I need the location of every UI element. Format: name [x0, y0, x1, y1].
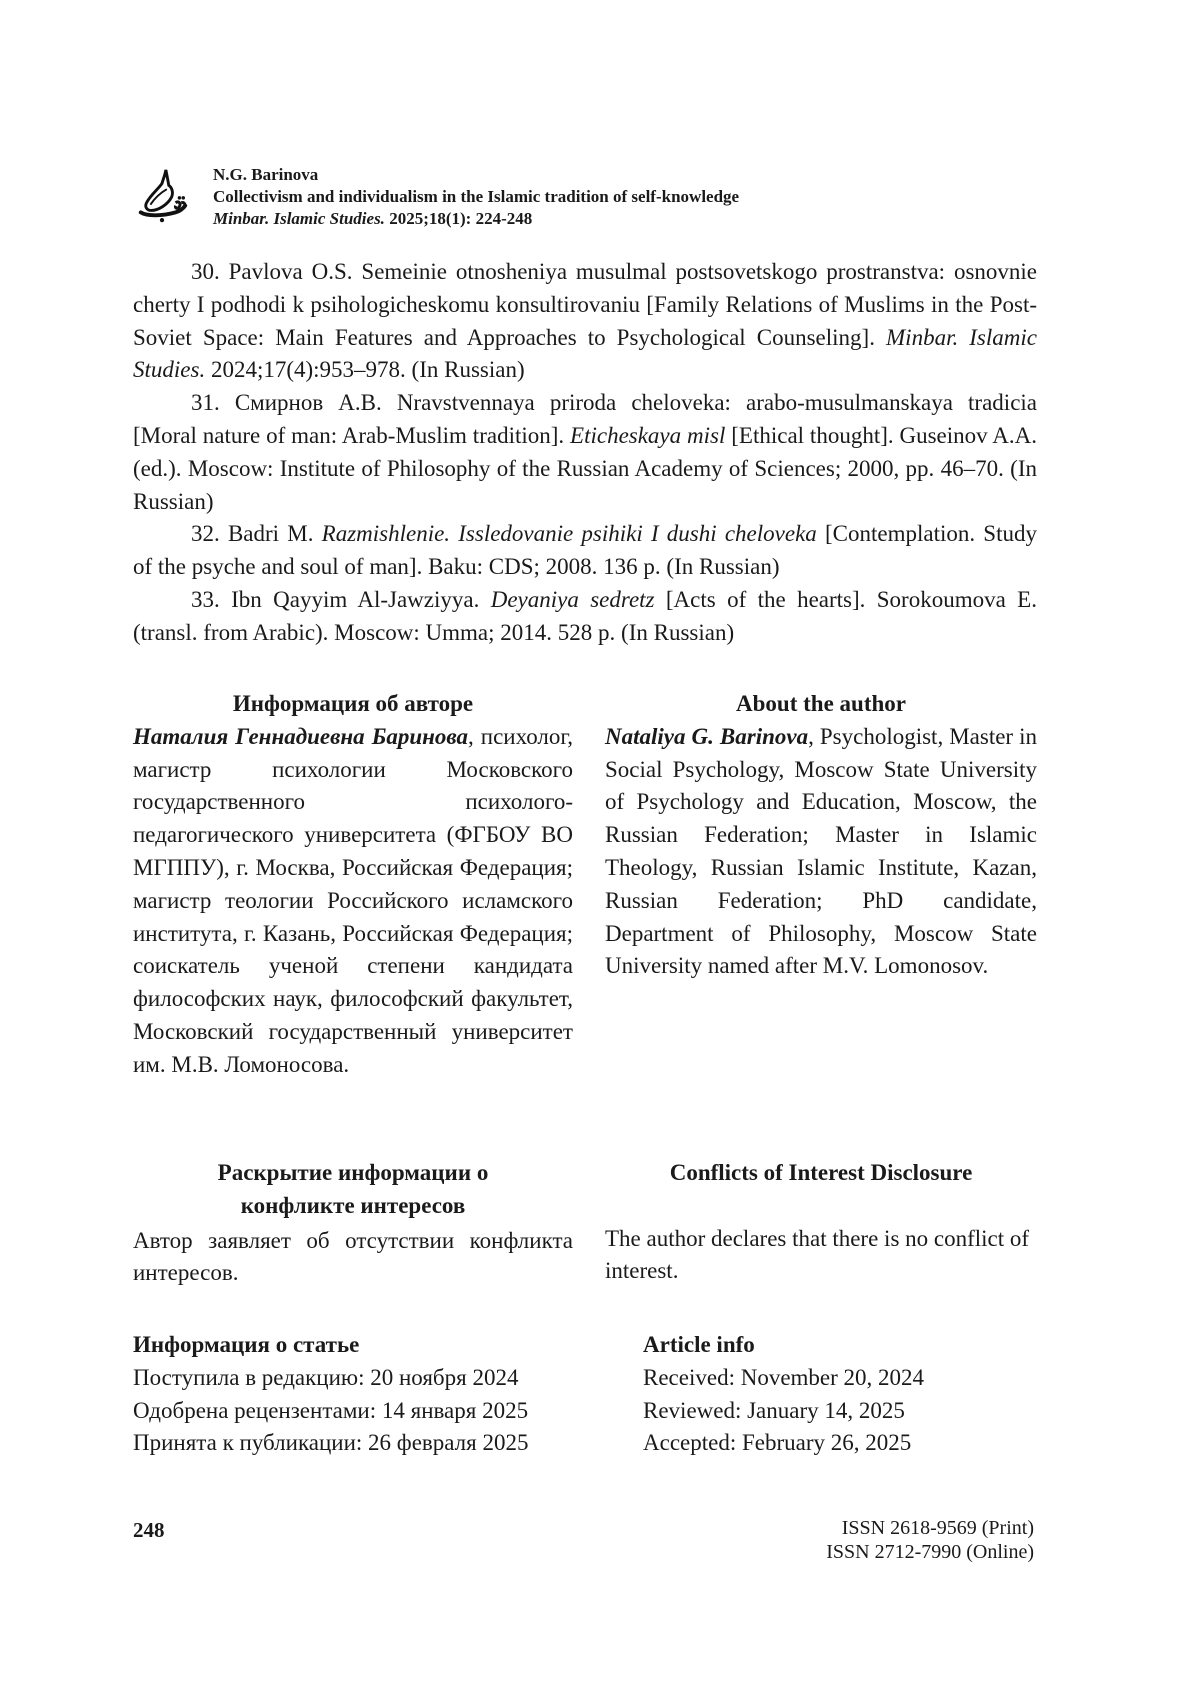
about-author-section: [133, 688, 1037, 1082]
conflict-of-interest-en: [605, 1157, 1037, 1290]
article-info-heading-en: Article info: [643, 1332, 755, 1357]
article-info-en: [643, 1329, 924, 1460]
author-bio-ru: , психолог, магистр психологии Московского государственного психолого-педагогического университета (ФГБОУ ВО МГППУ), г. Москва, Российская Федерация; магистр теологии Российского исламского института, г. Казань, Российская Федерация; соискатель ученой степени кандидата философских наук, философский факультет, Московский государственный университет им. М.В. Ломоносова.: [133, 723, 573, 1077]
reference-item: 33. Ibn Qayyim Al-Jawziyya. Deyaniya sedretz [Acts of the hearts]. Sorokoumova E. (transl. from Arabic). Moscow: Umma; 2014. 528 p. (In Russian): [133, 586, 1037, 645]
author-bio-en: , Psychologist, Master in Social Psychology, Moscow State University of Psychology and Education, Moscow, the Russian Federation; Master in Islamic Theology, Russian Islamic Institute, Kazan, Russian Federation; PhD candidate, Department of Philosophy, Moscow State University named after M.V. Lomonosov.: [605, 723, 1037, 979]
conflict-of-interest-section: [133, 1157, 1037, 1290]
conflict-of-interest-ru: [133, 1157, 573, 1290]
reference-italic-title: Razmishlenie. Issledovanie psihiki I dushi cheloveka: [321, 521, 817, 547]
page-number: 248: [133, 1518, 165, 1542]
article-info-accepted-en: Accepted: February 26, 2025: [643, 1430, 912, 1456]
article-info-accepted-ru: Принята к публикации: 26 февраля 2025: [133, 1430, 529, 1456]
reference-number: 33.: [191, 586, 220, 612]
header-author: N.G. Barinova: [213, 165, 319, 184]
about-author-ru: [133, 688, 573, 1082]
reference-number: 31.: [191, 390, 220, 416]
conflict-body-ru: Автор заявляет об отсутствии конфликта интересов.: [133, 1227, 573, 1286]
minbar-calligraphy-logo-icon: [133, 166, 191, 224]
header-journal-name: Minbar. Islamic Studies.: [213, 209, 385, 228]
article-info-reviewed-ru: Одобрена рецензентами: 14 января 2025: [133, 1397, 529, 1423]
running-header: [133, 164, 933, 234]
article-info-received-ru: Поступила в редакцию: 20 ноября 2024: [133, 1364, 519, 1390]
header-article-title: Collectivism and individualism in the Islamic tradition of self-knowledge: [213, 187, 740, 206]
reference-italic-title: Eticheskaya misl: [570, 422, 726, 448]
issn-block: [826, 1516, 1034, 1564]
issn-online: ISSN 2712-7990 (Online): [826, 1541, 1034, 1563]
article-info-ru: [133, 1329, 528, 1460]
reference-item: 31. Смирнов А.В. Nravstvennaya priroda cheloveka: arabo-musulmanskaya tradicia [Moral nature of man: Arab-Muslim tradition]. Eticheskaya misl [Ethical thought]. Guseinov A.A. (ed.). Moscow: Institute of Philosophy of the Russian Academy of Sciences; 2000, pp. 46–70. (In Russian): [133, 390, 1037, 514]
reference-item: 32. Badri M. Razmishlenie. Issledovanie psihiki I dushi cheloveka [Contemplation. Study of the psyche and soul of man]. Baku: CDS; 2008. 136 p. (In Russian): [133, 521, 1037, 580]
reference-italic-title: Minbar. Islamic Studies.: [133, 324, 1037, 383]
article-info-received-en: Received: November 20, 2024: [643, 1364, 925, 1390]
about-author-heading-en: About the author: [736, 691, 906, 716]
reference-italic-title: Deyaniya sedretz: [490, 586, 655, 612]
about-author-body-ru: [133, 721, 573, 1082]
conflict-heading-ru: Раскрытие информации о конфликте интересов: [217, 1160, 489, 1218]
about-author-en: [605, 688, 1037, 1082]
header-text: [213, 164, 739, 230]
about-author-heading-ru: Информация об авторе: [232, 691, 474, 716]
reference-number: 30.: [191, 259, 220, 284]
author-name-ru: Наталия Геннадиевна Баринова: [133, 723, 468, 749]
author-name-en: Nataliya G. Barinova: [605, 723, 809, 749]
header-journal-issue: 2025;18(1): 224-248: [384, 209, 533, 228]
reference-number: 32.: [191, 521, 220, 547]
article-info-reviewed-en: Reviewed: January 14, 2025: [643, 1397, 905, 1423]
issn-print: ISSN 2618-9569 (Print): [841, 1517, 1034, 1539]
reference-item: 30. Pavlova O.S. Semeinie otnosheniya musulmal postsovetskogo prostranstva: osnovnie cherty I podhodi k psihologicheskomu konsultirovaniu [Family Relations of Muslims in the Post-Soviet Space: Main Features and Approaches to Psychological Counseling]. Minbar. Islamic Studies. 2024;17(4):953–978. (In Russian): [133, 259, 1037, 383]
article-info-heading-ru: Информация о статье: [133, 1332, 360, 1357]
header-journal-citation: [213, 208, 739, 230]
references-list: [133, 256, 1037, 650]
conflict-heading-en: Conflicts of Interest Disclosure: [669, 1160, 973, 1185]
conflict-body-en: The author declares that there is no conflict of interest.: [605, 1225, 1030, 1284]
about-author-body-en: [605, 721, 1037, 983]
